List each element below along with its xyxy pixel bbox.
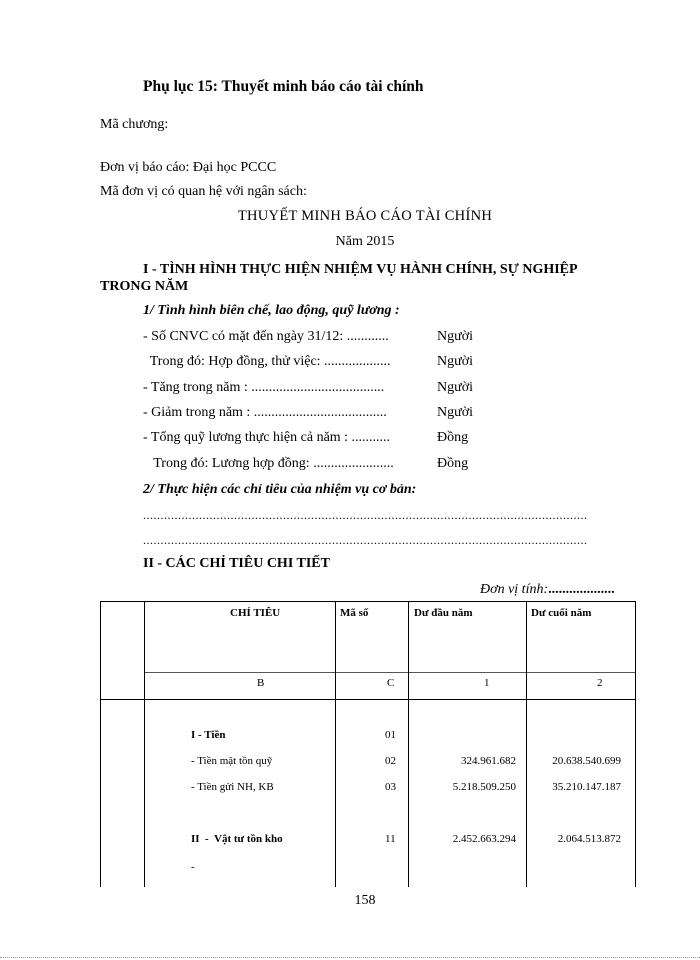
table-row-closing: 20.638.540.699	[552, 755, 621, 767]
contract-salary-item: Trong đó: Lương hợp đồng: .......................	[143, 456, 394, 471]
increase-item: - Tăng trong năm : ......................................	[143, 380, 385, 395]
contract-staff-unit: Người	[437, 354, 473, 369]
contract-salary-unit: Đồng	[437, 456, 469, 471]
staff-count-item: - Số CNVC có mặt đến ngày 31/12: ............	[143, 329, 389, 344]
chapter-code: Mã chương:	[100, 117, 169, 132]
table-row-label: I - Tiền	[191, 729, 226, 741]
table-row-opening: 324.961.682	[461, 755, 516, 767]
decrease-item: - Giảm trong năm : ......................................	[143, 405, 387, 420]
table-row-code: 11	[385, 833, 396, 845]
payroll-fund-unit: Đồng	[437, 430, 469, 445]
budget-unit-code: Mã đơn vị có quan hệ với ngân sách:	[100, 184, 307, 199]
table-row-code: 01	[385, 729, 396, 741]
table-row-closing: 35.210.147.187	[552, 781, 621, 793]
table-row-label: II - Vật tư tồn kho	[191, 833, 283, 845]
payroll-fund-item: - Tổng quỹ lương thực hiện cả năm : ...........	[143, 430, 391, 445]
dotted-line-1: ...............................................................................................................................	[143, 508, 588, 522]
col-code-c: C	[387, 677, 395, 689]
table-row-label: - Tiền gửi NH, KB	[191, 781, 274, 793]
contract-staff-item: Trong đó: Hợp đồng, thử việc: ...................	[143, 354, 391, 369]
decrease-unit: Người	[437, 405, 473, 420]
page-number: 158	[354, 893, 376, 908]
table-row-label: -	[191, 861, 195, 873]
col-code-2: 2	[597, 677, 603, 689]
report-year: Năm 2015	[335, 234, 395, 249]
header-opening-balance: Dư đầu năm	[414, 607, 473, 619]
col-code-b: B	[257, 677, 265, 689]
page-bottom-rule	[0, 957, 700, 958]
col-code-1: 1	[484, 677, 490, 689]
subsection1-title: 1/ Tình hình biên chế, lao động, quỹ lương :	[143, 303, 400, 318]
staff-count-unit: Người	[437, 329, 473, 344]
table-row-opening: 5.218.509.250	[452, 781, 516, 793]
header-closing-balance: Dư cuối năm	[531, 607, 592, 619]
table-row-code: 02	[385, 755, 396, 767]
header-code: Mã số	[340, 607, 369, 619]
dotted-line-2: ...............................................................................................................................	[143, 533, 588, 547]
subsection2-title: 2/ Thực hiện các chỉ tiêu của nhiệm vụ cơ bản:	[143, 482, 417, 497]
header-indicator: CHỈ TIÊU	[230, 607, 281, 619]
table-row-closing: 2.064.513.872	[557, 833, 621, 845]
unit-of-measure	[480, 582, 615, 598]
unit-value: ...................	[548, 582, 615, 597]
unit-label: Đơn vị tính:	[480, 582, 549, 597]
report-title: THUYẾT MINH BÁO CÁO TÀI CHÍNH	[237, 208, 493, 224]
table-row-label: - Tiền mặt tồn quỹ	[191, 755, 273, 767]
table-row-code: 03	[385, 781, 396, 793]
increase-unit: Người	[437, 380, 473, 395]
appendix-title: Phụ lục 15: Thuyết minh báo cáo tài chính	[143, 78, 424, 95]
section1-title-cont: TRONG NĂM	[100, 279, 189, 294]
reporting-unit: Đơn vị báo cáo: Đại học PCCC	[100, 160, 277, 175]
section2-title: II - CÁC CHỈ TIÊU CHI TIẾT	[143, 556, 330, 571]
table-row-opening: 2.452.663.294	[452, 833, 516, 845]
section1-title: I - TÌNH HÌNH THỰC HIỆN NHIỆM VỤ HÀNH CHÍNH, SỰ NGHIỆP	[143, 262, 578, 277]
